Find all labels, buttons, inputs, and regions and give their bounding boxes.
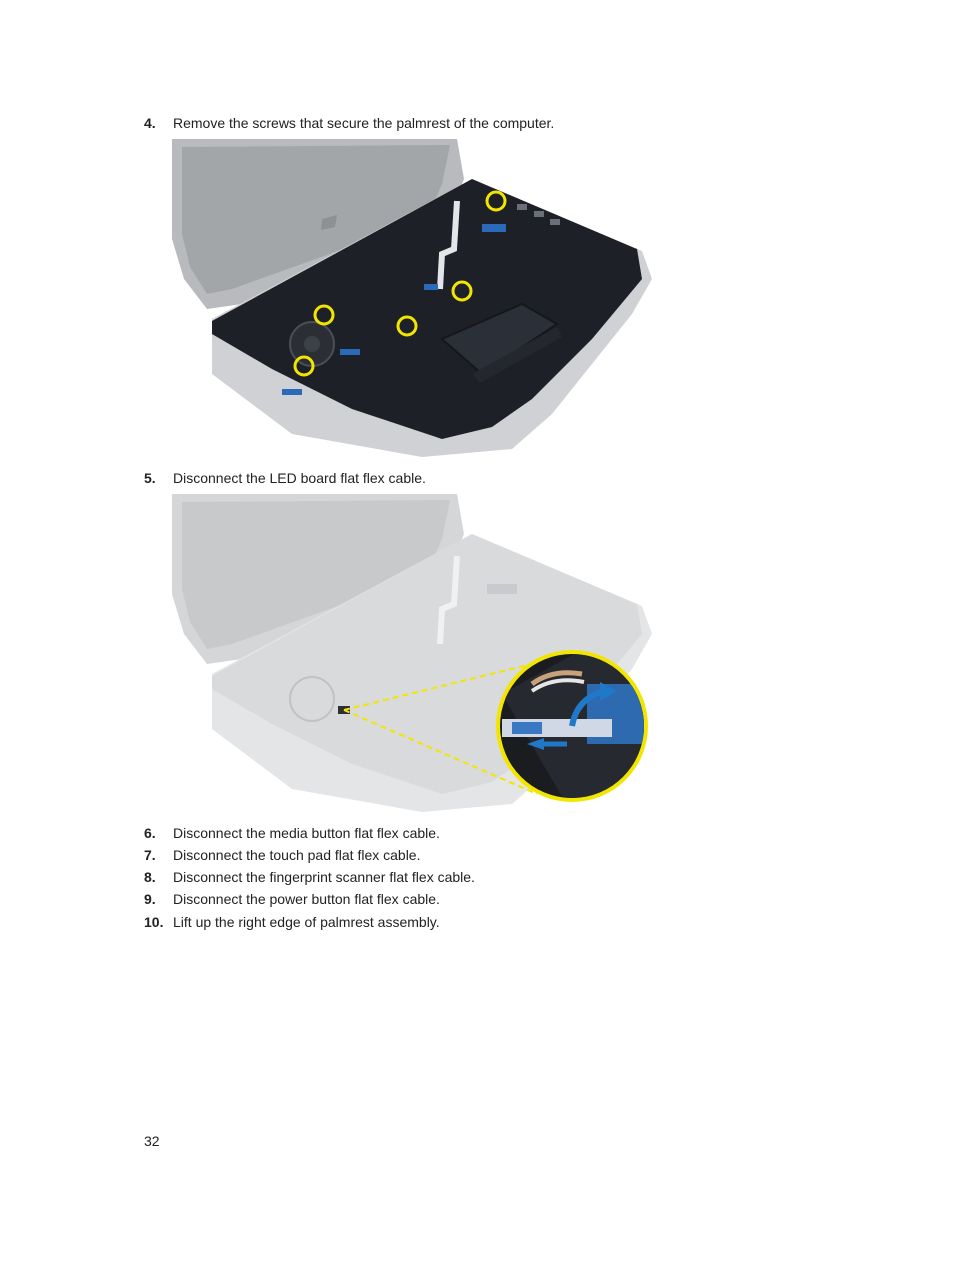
step-6 [144, 824, 440, 842]
step-number: 10. [144, 914, 164, 930]
step-7 [144, 846, 420, 864]
step-text: Disconnect the media button flat flex cable. [173, 825, 440, 841]
step-text: Disconnect the fingerprint scanner flat flex cable. [173, 869, 475, 885]
step-text: Remove the screws that secure the palmrest of the computer. [173, 115, 555, 131]
step-5 [144, 469, 426, 487]
step-text: Disconnect the power button flat flex cable. [173, 891, 440, 907]
step-number: 4. [144, 115, 156, 131]
step-number: 9. [144, 891, 156, 907]
page-number: 32 [144, 1133, 160, 1149]
step-8 [144, 868, 475, 886]
step-text: Disconnect the touch pad flat flex cable. [173, 847, 421, 863]
step-number: 6. [144, 825, 156, 841]
step-text: Disconnect the LED board flat flex cable. [173, 470, 426, 486]
step-10 [144, 913, 440, 931]
step-number: 7. [144, 847, 156, 863]
step-text: Lift up the right edge of palmrest assembly. [173, 914, 440, 930]
step-number: 5. [144, 470, 156, 486]
step-9 [144, 890, 440, 908]
led-board-cable-figure [172, 494, 652, 812]
step-number: 8. [144, 869, 156, 885]
palmrest-screws-figure [172, 139, 652, 457]
step-4 [144, 114, 554, 132]
